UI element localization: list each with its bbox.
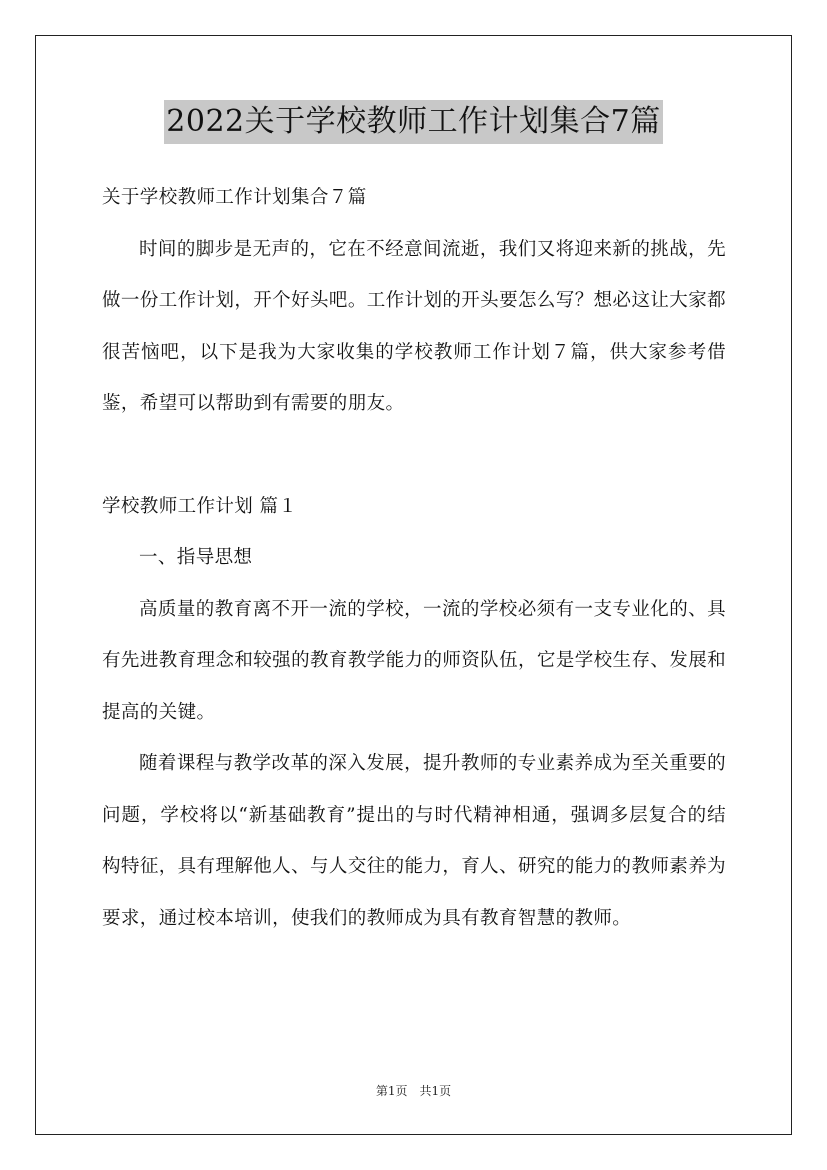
document-title: 2022关于学校教师工作计划集合7篇 [164,100,662,144]
intro-paragraph: 时间的脚步是无声的，它在不经意间流逝，我们又将迎来新的挑战，先做一份工作计划，开个好头吧。工作计划的开头要怎么写？想必这让大家都很苦恼吧，以下是我为大家收集的学校教师工作计划７篇，供大家参考借鉴，希望可以帮助到有需要的朋友。 [102,238,726,414]
title-container [0,100,827,144]
body-paragraph-1: 高质量的教育离不开一流的学校，一流的学校必须有一支专业化的、具有先进教育理念和较强的教育教学能力的师资队伍，它是学校生存、发展和提高的关键。 [102,598,726,723]
document-body [102,172,726,944]
section-gap [102,430,726,481]
section-heading: 学校教师工作计划 篇１ [102,495,298,517]
body-paragraph-2: 随着课程与教学改革的深入发展，提升教师的专业素养成为至关重要的问题，学校将以“新基础教育”提出的与时代精神相通，强调多层复合的结构特征，具有理解他人、与人交往的能力，育人、研究的能力的教师素养为要求，通过校本培训，使我们的教师成为具有教育智慧的教师。 [102,753,726,929]
document-subtitle: 关于学校教师工作计划集合７篇 [102,187,367,208]
page-footer: 第1页 共1页 [375,1084,452,1098]
sub-heading: 一、指导思想 [139,547,253,568]
